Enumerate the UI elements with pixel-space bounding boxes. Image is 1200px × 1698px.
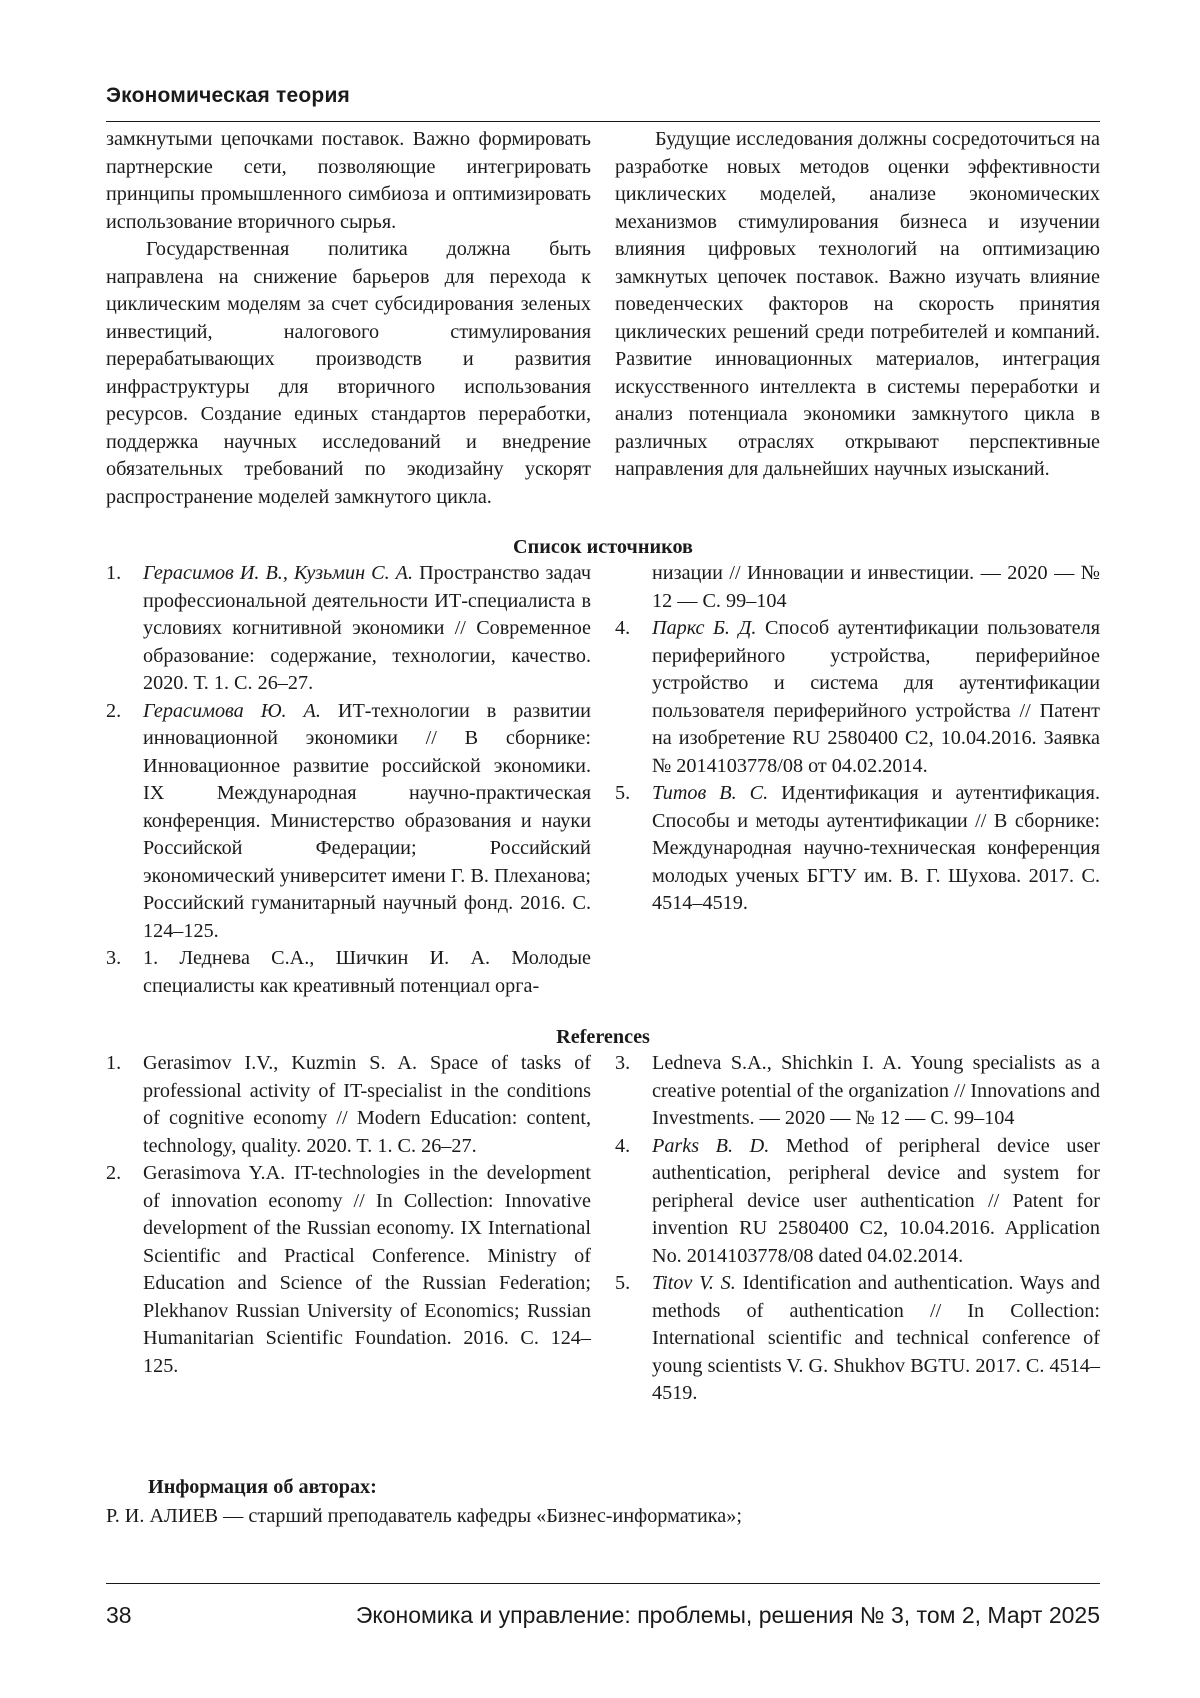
reference-number: 2.: [106, 1162, 122, 1184]
source-author: Титов В. С.: [652, 782, 769, 804]
reference-author: Parks B. D.: [652, 1134, 770, 1157]
body-paragraph: Государственная политика должна быть направлена на снижение барьеров для перехода к циклическим моделям за счет субсидирования зеленых инвестиций, налогового стимулирования перерабатывающих производств и развития инфраструктуры для вторичного использования ресурсов. Создание единых стандартов переработки, поддержка научных исследований и внедрение обязательных требований по экодизайну ускорят распространение моделей замкнутого цикла.: [106, 238, 591, 508]
reference-item: [615, 1133, 1100, 1271]
journal-info: Экономика и управление: проблемы, решения № 3, том 2, Март 2025: [355, 1602, 1100, 1628]
footer-rule: [106, 1583, 1100, 1584]
source-text: ИТ-технологии в развитии инновационной экономики // В сборнике: Инновационное развитие российской экономики. IX Международная научно-практическая конференция. Министерство образования и науки Российской Федерации; Российский экономический университет имени Г. В. Плеханова; Российский гуманитарный научный фонд. 2016. С. 124–125.: [143, 699, 591, 942]
reference-author: Titov V. S.: [652, 1272, 736, 1294]
reference-item: [615, 1270, 1100, 1408]
sources-list-left: [106, 560, 591, 1000]
reference-item: [615, 1050, 1100, 1133]
source-item: [106, 560, 591, 698]
source-text: низации // Инновации и инвестиции. — 2020 — № 12 — С. 99–104: [652, 562, 1100, 612]
reference-text: Method of peripheral device user authentication, peripheral device and system for peripheral device user authentication // Patent for invention RU 2580400 C2, 10.04.2016. Application No. 2014103778/08 dated 04.02.2014.: [652, 1134, 1100, 1267]
source-item-continued: [615, 560, 1100, 615]
body-paragraph: Будущие исследования должны сосредоточиться на разработке новых методов оценки эффективности циклических моделей, анализе экономических механизмов стимулирования бизнеса и изучении влияния цифровых технологий на оптимизацию замкнутых цепочек поставок. Важно изучать влияние поведенческих факторов на скорость принятия циклических решений среди потребителей и компаний. Развитие инновационных материалов, интеграция искусственного интеллекта в системы переработки и анализ потенциала экономики замкнутого цикла в различных отраслях открывают перспективные направления для дальнейших научных изысканий.: [615, 128, 1100, 480]
author-info: Р. И. АЛИЕВ — старший преподаватель кафедры «Бизнес-информатика»;: [106, 1505, 742, 1527]
body-paragraph: замкнутыми цепочками поставок. Важно формировать партнерские сети, позволяющие интегрировать принципы промышленного симбиоза и оптимизировать использование вторичного сырья.: [106, 128, 591, 233]
reference-text: Gerasimov I.V., Kuzmin S. A. Space of tasks of professional activity of IT-specialist in the conditions of cognitive economy // Modern Education: content, technology, quality. 2020. T. 1. C. 26–27.: [143, 1052, 591, 1157]
section-title: Экономическая теория: [106, 84, 351, 107]
page-number: 38: [106, 1602, 132, 1628]
authors-heading: Информация об авторах:: [148, 1476, 377, 1498]
source-item: [615, 615, 1100, 780]
source-text: Способ аутентификации пользователя периферийного устройства, периферийное устройство и система для аутентификации пользователя периферийного устройства // Патент на изобретение RU 2580400 C2, 10.04.2016. Заявка № 2014103778/08 от 04.02.2014.: [652, 617, 1100, 777]
source-item: [615, 780, 1100, 918]
body-left-column: [106, 126, 591, 511]
references-list-right: [615, 1050, 1100, 1408]
source-author: Паркс Б. Д.: [652, 617, 757, 639]
reference-item: [106, 1160, 591, 1380]
source-text: 1. Леднева С.А., Шичкин И. А. Молодые специалисты как креативный потенциал орга-: [143, 947, 591, 997]
source-number: 1.: [106, 562, 122, 584]
source-text: Идентификация и аутентификация. Способы и методы аутентификации // В сборнике: Международная научно-техническая конференция молодых ученых БГТУ им. В. Г. Шухова. 2017. С. 4514–4519.: [652, 782, 1100, 914]
source-author: Герасимова Ю. А.: [143, 699, 321, 722]
source-number: 4.: [615, 617, 631, 639]
source-item: [106, 698, 591, 946]
references-list-left: [106, 1050, 591, 1380]
source-number: 2.: [106, 699, 122, 722]
source-number: 5.: [615, 782, 631, 804]
reference-text: Ledneva S.A., Shichkin I. A. Young specialists as a creative potential of the organization // Innovations and Investments. — 2020 — № 12 — C. 99–104: [652, 1052, 1100, 1129]
sources-list-right: [615, 560, 1100, 918]
reference-number: 5.: [615, 1272, 631, 1294]
reference-number: 1.: [106, 1052, 122, 1074]
source-text: Пространство задач профессиональной деятельности ИТ-специалиста в условиях когнитивной экономики // Современное образование: содержание, технологии, качество. 2020. Т. 1. С. 26–27.: [143, 562, 591, 694]
references-heading: References: [556, 1026, 650, 1048]
source-author: Герасимов И. В., Кузьмин С. А.: [143, 562, 414, 584]
reference-text: Identification and authentication. Ways and methods of authentication // In Collection: International scientific and technical conference of young scientists V. G. Shukhov BGTU. 2017. C. 4514–4519.: [652, 1272, 1100, 1404]
sources-heading: Список источников: [513, 536, 693, 558]
reference-number: 4.: [615, 1134, 631, 1157]
reference-text: Gerasimova Y.A. IT-technologies in the development of innovation economy // In Collection: Innovative development of the Russian economy. IX International Scientific and Practical Conference. Ministry of Education and Science of the Russian Federation; Plekhanov Russian University of Economics; Russian Humanitarian Scientific Foundation. 2016. C. 124–125.: [143, 1162, 591, 1377]
source-item: [106, 945, 591, 1000]
reference-number: 3.: [615, 1052, 631, 1074]
reference-item: [106, 1050, 591, 1160]
source-number: 3.: [106, 947, 122, 969]
body-right-column: [615, 126, 1100, 484]
header-rule: [106, 121, 1100, 122]
